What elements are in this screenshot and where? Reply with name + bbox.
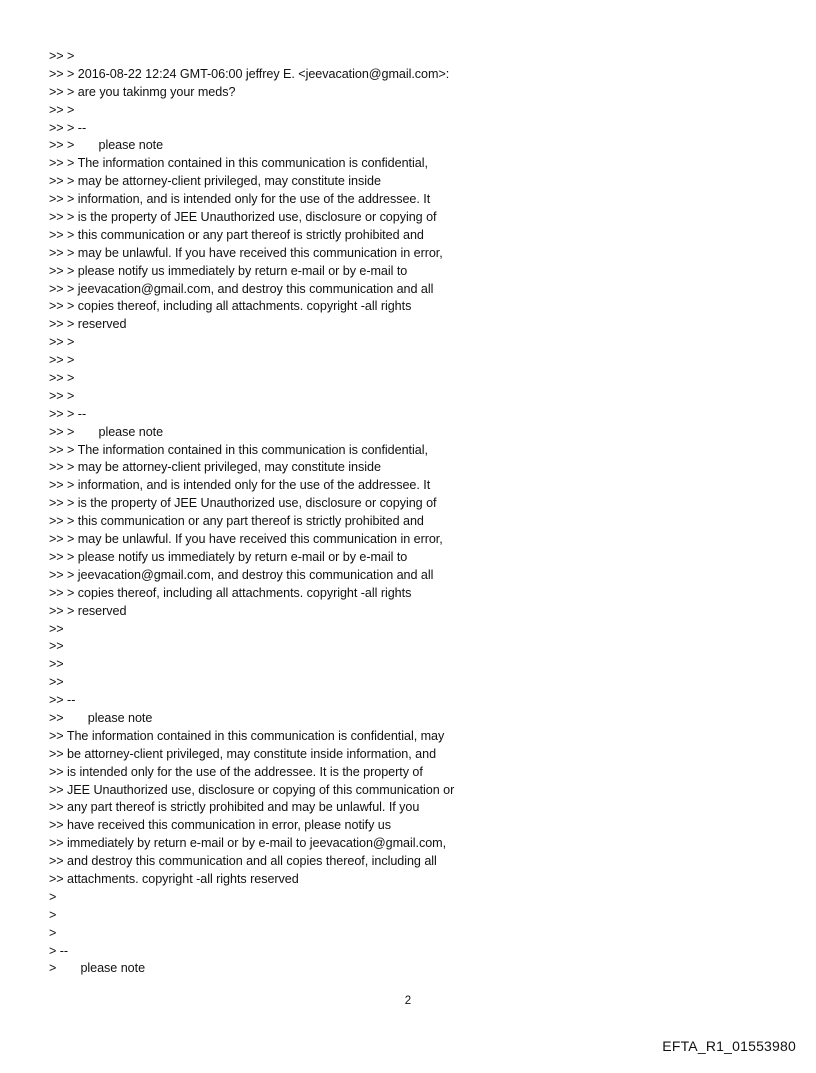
email-line: >> > please note bbox=[49, 138, 164, 153]
email-line: > bbox=[49, 907, 57, 922]
email-line: >> -- bbox=[49, 693, 76, 708]
email-line: >> > The information contained in this communication is confidential, bbox=[49, 156, 428, 171]
email-line: >> > jeevacation@gmail.com, and destroy this communication and all bbox=[49, 567, 434, 582]
email-line: >> > -- bbox=[49, 120, 87, 135]
email-line: >> JEE Unauthorized use, disclosure or copying of this communication or bbox=[49, 782, 455, 797]
email-line: >> > bbox=[49, 371, 75, 386]
email-body bbox=[49, 48, 509, 978]
email-line: >> > are you takinmg your meds? bbox=[49, 84, 236, 99]
page-number: 2 bbox=[404, 995, 412, 1007]
email-line: >> > may be attorney-client privileged, may constitute inside bbox=[49, 174, 381, 189]
email-line: > -- bbox=[49, 943, 69, 958]
email-line: >> any part thereof is strictly prohibited and may be unlawful. If you bbox=[49, 800, 420, 815]
email-line: >> > is the property of JEE Unauthorized use, disclosure or copying of bbox=[49, 210, 437, 225]
email-line: >> > 2016-08-22 12:24 GMT-06:00 jeffrey E. <jeevacation@gmail.com>: bbox=[49, 66, 450, 81]
email-line: >> > copies thereof, including all attachments. copyright -all rights bbox=[49, 585, 412, 600]
document-id: EFTA_R1_01553980 bbox=[662, 1038, 796, 1054]
email-line: >> > bbox=[49, 335, 75, 350]
email-line: >> > reserved bbox=[49, 317, 127, 332]
email-line: >> > this communication or any part thereof is strictly prohibited and bbox=[49, 514, 424, 529]
email-line: >> > The information contained in this communication is confidential, bbox=[49, 442, 428, 457]
email-line: >> attachments. copyright -all rights reserved bbox=[49, 871, 299, 886]
email-line: >> > -- bbox=[49, 406, 87, 421]
email-line: >> > information, and is intended only for the use of the addressee. It bbox=[49, 192, 431, 207]
email-line: >> > please notify us immediately by return e-mail or by e-mail to bbox=[49, 549, 408, 564]
email-line: >> bbox=[49, 639, 64, 654]
email-line: > bbox=[49, 889, 57, 904]
email-line: >> is intended only for the use of the addressee. It is the property of bbox=[49, 764, 423, 779]
email-line: >> The information contained in this communication is confidential, may bbox=[49, 728, 445, 743]
email-line: >> > bbox=[49, 102, 75, 117]
email-line: >> and destroy this communication and all copies thereof, including all bbox=[49, 854, 437, 869]
email-line: >> > please note bbox=[49, 424, 164, 439]
email-line: >> > this communication or any part thereof is strictly prohibited and bbox=[49, 227, 424, 242]
email-line: >> > may be unlawful. If you have received this communication in error, bbox=[49, 532, 443, 547]
email-line: >> bbox=[49, 621, 64, 636]
email-line: >> bbox=[49, 675, 64, 690]
email-line: >> > copies thereof, including all attachments. copyright -all rights bbox=[49, 299, 412, 314]
email-line: >> bbox=[49, 657, 64, 672]
email-line: >> > bbox=[49, 388, 75, 403]
email-line: >> > please notify us immediately by return e-mail or by e-mail to bbox=[49, 263, 408, 278]
email-line: >> > jeevacation@gmail.com, and destroy this communication and all bbox=[49, 281, 434, 296]
email-line: >> be attorney-client privileged, may constitute inside information, and bbox=[49, 746, 437, 761]
email-line: >> > information, and is intended only for the use of the addressee. It bbox=[49, 478, 431, 493]
email-line: >> > bbox=[49, 353, 75, 368]
email-line: >> > may be attorney-client privileged, may constitute inside bbox=[49, 460, 381, 475]
email-line: >> > bbox=[49, 49, 75, 63]
email-line: > please note bbox=[49, 961, 146, 976]
email-line: >> have received this communication in error, please notify us bbox=[49, 818, 392, 833]
email-line: >> please note bbox=[49, 710, 153, 725]
email-line: >> immediately by return e-mail or by e-mail to jeevacation@gmail.com, bbox=[49, 836, 447, 851]
email-line: >> > is the property of JEE Unauthorized use, disclosure or copying of bbox=[49, 496, 437, 511]
email-line: >> > may be unlawful. If you have received this communication in error, bbox=[49, 245, 443, 260]
email-line: > bbox=[49, 925, 57, 940]
email-line: >> > reserved bbox=[49, 603, 127, 618]
